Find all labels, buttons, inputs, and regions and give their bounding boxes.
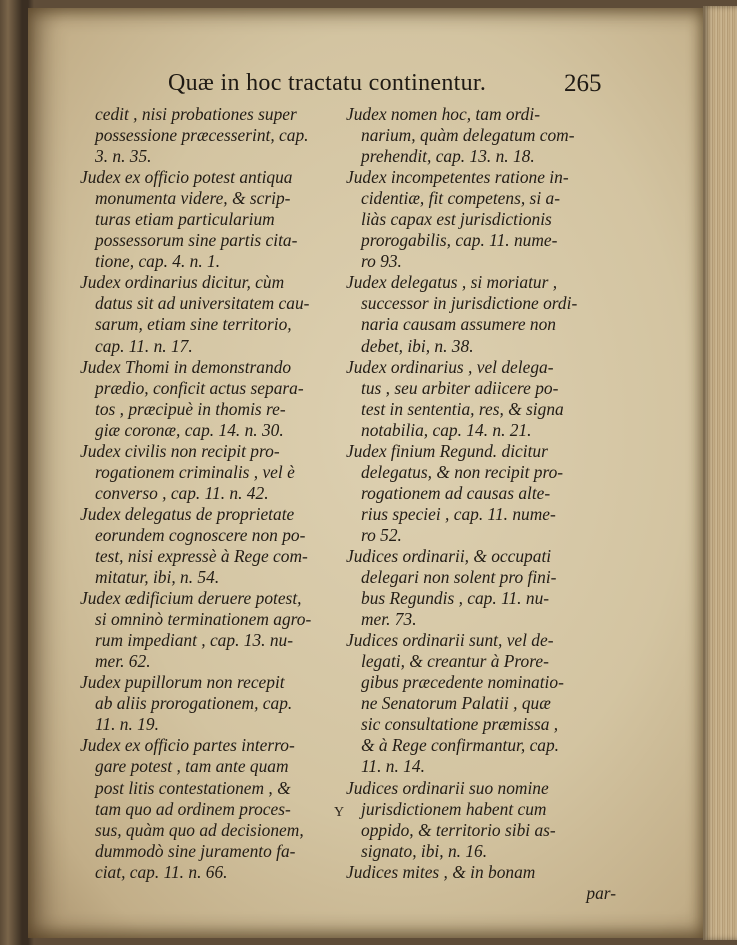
index-column-right <box>346 104 616 904</box>
index-entry-line: ne Senatorum Palatii , quæ <box>361 693 551 714</box>
index-entry-start: Judices ordinarii, & occupati <box>346 545 552 566</box>
header-title: Quæ in hoc tractatu continentur. <box>168 70 487 96</box>
index-entry-line: possessorum sine partis cita- <box>95 230 298 251</box>
index-entry-start: Judex pupillorum non recepit <box>80 672 285 693</box>
index-entry-line: ro 52. <box>361 524 402 545</box>
index-entry-line: legati, & creantur à Prore- <box>361 651 549 672</box>
index-entry-line: cap. 11. n. 17. <box>95 335 193 356</box>
index-entry-line: naria causam assumere non <box>361 314 556 335</box>
index-entry-line: rum impediant , cap. 13. nu- <box>95 630 294 651</box>
index-entry-line: 11. n. 19. <box>95 714 159 735</box>
index-entry-line: debet, ibi, n. 38. <box>361 335 474 356</box>
index-entry-start: Judex finium Regund. dicitur <box>346 440 548 461</box>
index-entry-line: tus , seu arbiter adiicere po- <box>361 377 559 398</box>
index-entry-start: Judex ordinarius , vel delega- <box>346 356 554 377</box>
index-entry-line: prehendit, cap. 13. n. 18. <box>361 146 535 167</box>
page-number: 265 <box>564 70 602 97</box>
index-entry-line: signato, ibi, n. 16. <box>361 840 488 861</box>
index-entry-start: Judices ordinarii suo nomine <box>346 777 549 798</box>
index-entry-line: & à Rege confirmantur, cap. <box>361 735 560 756</box>
index-entry-start: Judex incompetentes ratione in- <box>346 167 569 188</box>
index-entry-line: test in sententia, res, & signa <box>361 398 564 419</box>
index-entry-line: delegari non solent pro fini- <box>361 567 557 588</box>
index-entry-line: rius speciei , cap. 11. nume- <box>361 503 556 524</box>
index-entry-start: Judex ordinarius dicitur, cùm <box>80 272 285 293</box>
index-entry-line: narium, quàm delegatum com- <box>361 125 575 146</box>
index-entry-line: post litis contestationem , & <box>95 777 291 798</box>
index-entry-start: Judex Thomi in demonstrando <box>80 356 292 377</box>
index-entry-line: sus, quàm quo ad decisionem, <box>95 819 304 840</box>
index-entry-start: Judex nomen hoc, tam ordi- <box>346 104 540 124</box>
index-entry-line: converso , cap. 11. n. 42. <box>95 482 269 503</box>
index-entry-line: sarum, etiam sine territorio, <box>95 314 292 335</box>
index-entry-line: 11. n. 14. <box>361 756 425 777</box>
index-entry-line: dummodò sine juramento fa- <box>95 840 296 861</box>
index-entry-start: Judices ordinarii sunt, vel de- <box>346 630 554 651</box>
index-entry-line: successor in jurisdictione ordi- <box>361 293 578 314</box>
index-entry-line: monumenta videre, & scrip- <box>95 188 291 209</box>
index-entry-start: Judex ex officio partes interro- <box>80 735 295 756</box>
index-entry-line: tam quo ad ordinem proces- <box>95 798 291 819</box>
index-entry-line: si omninò terminationem agro- <box>95 609 312 630</box>
index-entry-line: prædio, conficit actus separa- <box>95 377 304 398</box>
index-entry-line: oppido, & territorio sibi as- <box>361 819 556 840</box>
index-entry-line: mitatur, ibi, n. 54. <box>95 567 220 588</box>
index-entry-line: giæ coronæ, cap. 14. n. 30. <box>95 419 284 440</box>
index-entry-line: ro 93. <box>361 251 402 272</box>
index-entry-start: Judex delegatus , si moriatur , <box>346 272 558 293</box>
index-entry-line: rogationem criminalis , vel è <box>95 461 295 482</box>
index-entry-line: tione, cap. 4. n. 1. <box>95 251 221 272</box>
index-entry-line: prorogabilis, cap. 11. nume- <box>361 230 558 251</box>
index-entry-line: sic consultatione præmissa , <box>361 714 559 735</box>
index-entry-line: delegatus, & non recipit pro- <box>361 461 564 482</box>
index-entry-line: mer. 62. <box>95 651 151 672</box>
index-entry-start: Judex ex officio potest antiqua <box>80 167 293 188</box>
index-entry-line: cedit , nisi probationes super <box>95 104 297 124</box>
index-entry-line: eorundem cognoscere non po- <box>95 524 306 545</box>
index-entry-start: Judex civilis non recipit pro- <box>80 440 280 461</box>
index-entry-line: 3. n. 35. <box>95 146 152 167</box>
index-entry-line: gibus præcedente nominatio- <box>361 672 564 693</box>
index-entry-start: Judex ædificium deruere potest, <box>80 588 302 609</box>
index-entry-start: Judices mites , & in bonam <box>346 861 536 882</box>
running-header <box>168 66 628 106</box>
index-entry-start: par- <box>586 882 616 903</box>
index-entry-line: liàs capax est jurisdictionis <box>361 209 552 230</box>
index-entry-line: mer. 73. <box>361 609 417 630</box>
page-edges <box>703 6 737 940</box>
index-entry-line: notabilia, cap. 14. n. 21. <box>361 419 532 440</box>
index-entry-line: tos , præcipuè in thomis re- <box>95 398 286 419</box>
index-entry-line: gare potest , tam ante quam <box>95 756 289 777</box>
index-entry-line: jurisdictionem habent cum <box>361 798 547 819</box>
margin-mark: Y <box>334 805 345 820</box>
index-entry-line: ab aliis prorogationem, cap. <box>95 693 293 714</box>
index-column-left <box>80 104 345 883</box>
index-entry-line: datus sit ad universitatem cau- <box>95 293 310 314</box>
index-entry-line: rogationem ad causas alte- <box>361 482 551 503</box>
index-entry-line: possessione præcesserint, cap. <box>95 125 309 146</box>
index-entry-line: test, nisi expressè à Rege com- <box>95 545 308 566</box>
index-entry-line: cidentiæ, fit competens, si a- <box>361 188 560 209</box>
index-entry-line: turas etiam particularium <box>95 209 275 230</box>
index-entry-start: Judex delegatus de proprietate <box>80 503 295 524</box>
index-entry-line: ciat, cap. 11. n. 66. <box>95 861 228 882</box>
index-entry-line: bus Regundis , cap. 11. nu- <box>361 588 550 609</box>
